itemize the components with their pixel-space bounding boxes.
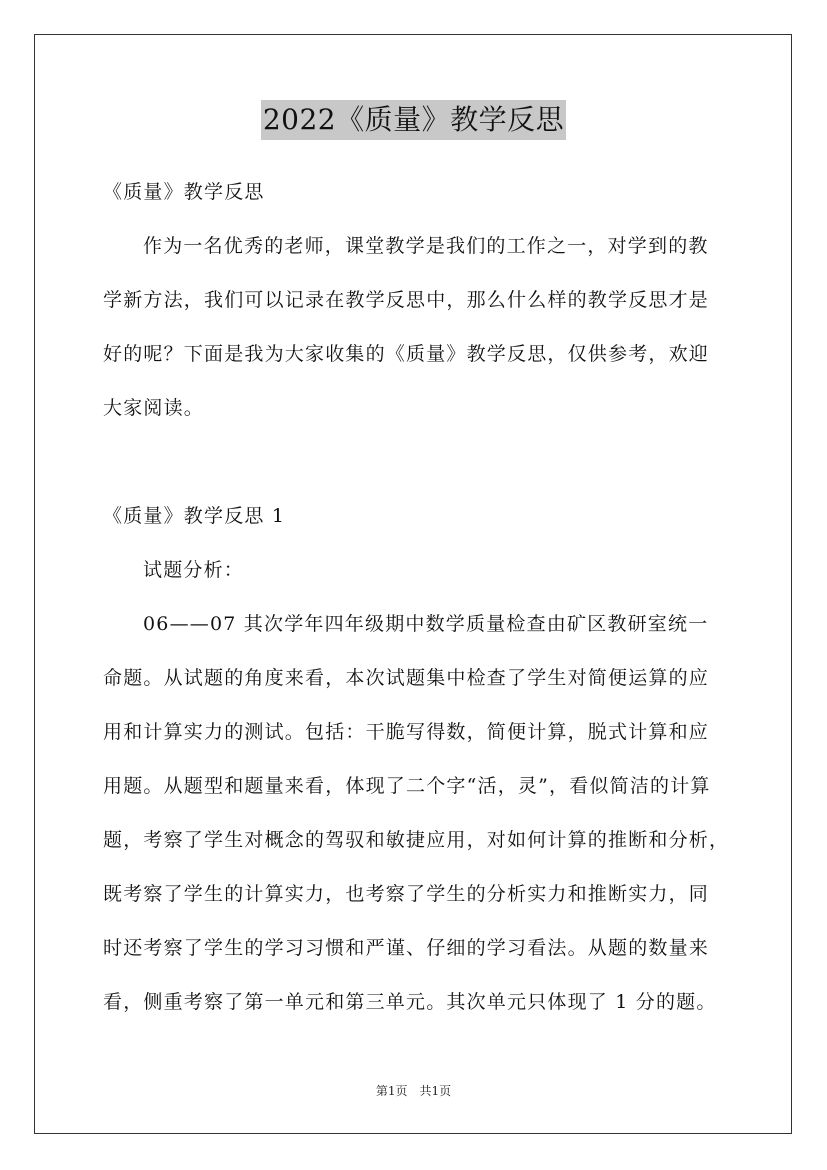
intro-line-3: 好的呢？下面是我为大家收集的《质量》教学反思，仅供参考，欢迎 [103, 343, 710, 365]
section1-line-8: 看，侧重考察了第一单元和第三单元。其次单元只体现了 1 分的题。 [103, 991, 717, 1013]
section1-line-6: 既考察了学生的计算实力，也考察了学生的分析实力和推断实力，同 [103, 883, 710, 905]
document-title: 2022《质量》教学反思 [261, 100, 566, 140]
section1-heading: 《质量》教学反思 1 [103, 505, 286, 527]
page-footer: 第1页 共1页 [375, 1084, 452, 1098]
document-body [103, 172, 743, 1036]
section1-line-7: 时还考察了学生的学习习惯和严谨、仔细的学习看法。从题的数量来 [103, 937, 710, 959]
section1-subheading: 试题分析： [143, 559, 245, 581]
section1-line-3: 用和计算实力的测试。包括：干脆写得数，简便计算，脱式计算和应 [103, 721, 710, 743]
paragraph-gap [103, 442, 743, 496]
section1-line-5: 题，考察了学生对概念的驾驭和敏捷应用，对如何计算的推断和分析， [103, 829, 730, 851]
title-area [0, 100, 827, 140]
intro-line-1: 作为一名优秀的老师，课堂教学是我们的工作之一，对学到的教 [143, 235, 709, 257]
section1-line-2: 命题。从试题的角度来看，本次试题集中检查了学生对简便运算的应 [103, 667, 710, 689]
intro-heading: 《质量》教学反思 [103, 181, 265, 203]
intro-line-4: 大家阅读。 [103, 397, 205, 419]
intro-line-2: 学新方法，我们可以记录在教学反思中，那么什么样的教学反思才是 [103, 289, 710, 311]
section1-line-4: 用题。从题型和题量来看，体现了二个字“活，灵”，看似简洁的计算 [103, 775, 711, 797]
section1-line-1: 06——07 其次学年四年级期中数学质量检查由矿区教研室统一 [143, 613, 709, 635]
